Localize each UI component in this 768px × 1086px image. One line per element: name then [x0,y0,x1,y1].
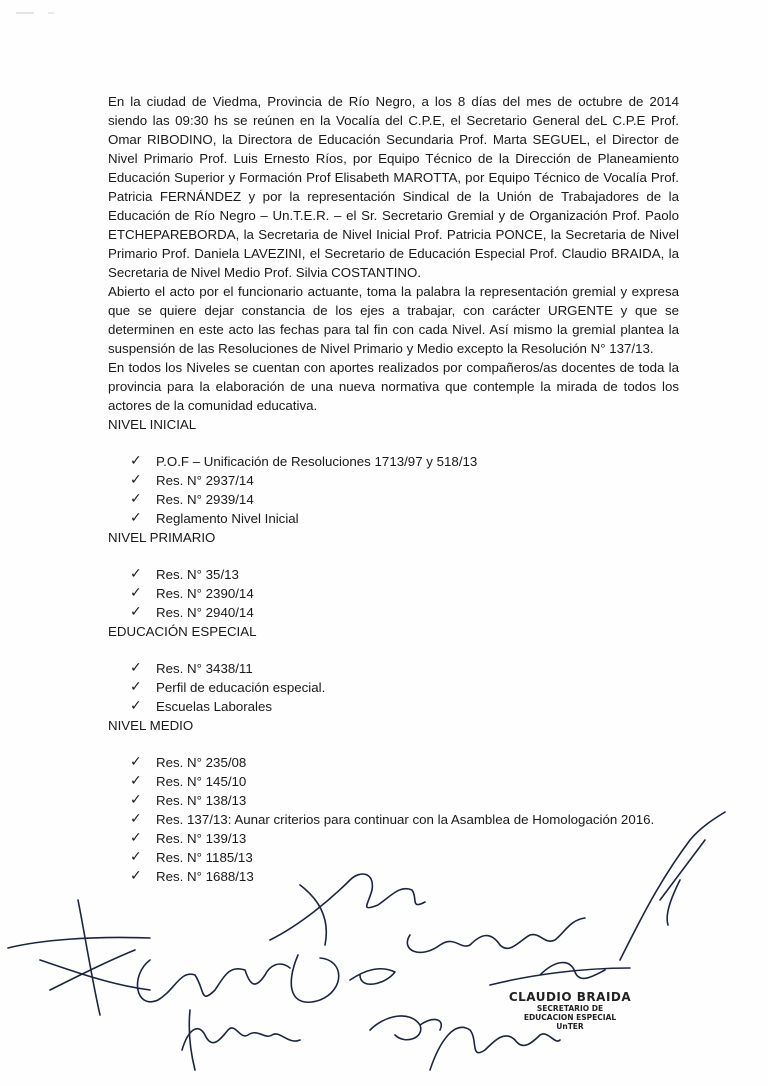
stamp-role-line-2: EDUCACION ESPECIAL [523,1013,617,1022]
checkmark-icon: ✓ [130,604,142,620]
signature-mark [189,1010,195,1070]
list-item-text: Res. N° 138/13 [156,793,247,808]
checkmark-icon: ✓ [130,773,142,789]
signature-mark [138,960,290,1002]
list-item-text: Res. N° 2390/14 [156,586,254,601]
signature-mark [300,885,326,945]
list-item [130,584,679,603]
list-item [130,490,679,509]
checkmark-icon: ✓ [130,585,142,601]
nivel-inicial-list [108,452,679,528]
list-item-text: Escuelas Laborales [156,699,273,714]
list-item-text: Res. N° 3438/11 [156,661,253,676]
checkmark-icon: ✓ [130,660,142,676]
signature-mark [370,1016,441,1040]
list-item-text: Res. N° 1185/13 [156,850,253,865]
list-item [130,452,679,471]
list-item-text: P.O.F – Unificación de Resoluciones 1713/97 y 518/13 [156,454,478,469]
checkmark-icon: ✓ [130,868,142,884]
intro-paragraph: En la ciudad de Viedma, Provincia de Río Negro, a los 8 días del mes de octubre de 2014 siendo las 09:30 hs se reúnen en la Vocalía del C.P.E, el Secretario General deL C.P.E Prof. Omar RIBODINO, la Directora de Educación Secundaria Prof. Marta SEGUEL, el Director de Nivel Primario Prof. Luis Ernesto Ríos, por Equipo Técnico de la Dirección de Planeamiento Educación Superior y Formación Prof Elisabeth MAROTTA, por Equipo Técnico de Vocalía Prof. Patricia FERNÁNDEZ y por la representación Sindical de la Unión de Trabajadores de la Educación de Río Negro – Un.T.E.R. – el Sr. Secretario Gremial y de Organización Prof. Paolo ETCHEPAREBORDA, la Secretaria de Nivel Inicial Prof. Patricia PONCE, la Secretaria de Nivel Primario Prof. Daniela LAVEZINI, el Secretario de Educación Especial Prof. Claudio BRAIDA, la Secretaria de Nivel Medio Prof. Silvia COSTANTINO. [108,94,679,280]
checkmark-icon: ✓ [130,811,142,827]
checkmark-icon: ✓ [130,566,142,582]
list-item [130,848,679,867]
official-stamp [500,990,640,1031]
list-item [130,678,679,697]
nivel-primario-list [108,565,679,622]
signature-mark [430,1027,560,1070]
list-item-text: Res. N° 1688/13 [156,869,254,884]
list-item-text: Reglamento Nivel Inicial [156,511,299,526]
section-title-nivel-medio: NIVEL MEDIO [108,718,194,733]
checkmark-icon: ✓ [130,830,142,846]
stamp-role-line-3: UnTER [556,1022,584,1031]
list-item-text: Res. 137/13: Aunar criterios para continuar con la Asamblea de Homologación 2016. [156,812,655,827]
section-title-nivel-inicial: NIVEL INICIAL [108,417,197,432]
list-item-text: Res. N° 2937/14 [156,473,254,488]
section-title-nivel-primario: NIVEL PRIMARIO [108,530,216,545]
list-item [130,565,679,584]
list-item [130,772,679,791]
list-item-text: Res. N° 139/13 [156,831,247,846]
list-item [130,867,679,886]
checkmark-icon: ✓ [130,849,142,865]
list-item [130,471,679,490]
list-item-text: Perfil de educación especial. [156,680,326,695]
checkmark-icon: ✓ [130,679,142,695]
list-item [130,810,679,829]
list-item [130,509,679,528]
signature-mark [8,900,150,1015]
signature-mark [291,955,395,1002]
signature-mark [407,918,585,952]
signature-mark [490,963,630,985]
contributions-paragraph: En todos los Niveles se cuentan con aportes realizados por compañeros/as docentes de toda la provincia para la elaboración de una nueva normativa que contemple la mirada de todos los actores de la comunidad educativa. [108,360,679,413]
list-item-text: Res. N° 235/08 [156,755,247,770]
scan-corner-mark [14,10,74,16]
list-item [130,753,679,772]
checkmark-icon: ✓ [130,491,142,507]
list-item-text: Res. N° 2940/14 [156,605,254,620]
educacion-especial-list [108,659,679,716]
opening-paragraph: Abierto el acto por el funcionario actuante, toma la palabra la representación gremial y expresa que se quiere dejar constancia de los ejes a trabajar, con carácter URGENTE y que se determinen en este acto las fechas para tal fin con cada Nivel. Así mismo la gremial plantea la suspensión de las Resoluciones de Nivel Primario y Medio excepto la Resolución N° 137/13. [108,284,679,356]
checkmark-icon: ✓ [130,754,142,770]
signature-mark [182,1028,300,1050]
checkmark-icon: ✓ [130,472,142,488]
checkmark-icon: ✓ [130,453,142,469]
document-body [108,92,679,886]
stamp-role-line-1: SECRETARIO DE [536,1004,604,1013]
list-item [130,697,679,716]
list-item [130,791,679,810]
list-item-text: Res. N° 2939/14 [156,492,254,507]
checkmark-icon: ✓ [130,792,142,808]
list-item-text: Res. N° 145/10 [156,774,247,789]
nivel-medio-list [108,753,679,886]
checkmark-icon: ✓ [130,510,142,526]
checkmark-icon: ✓ [130,698,142,714]
list-item [130,829,679,848]
list-item-text: Res. N° 35/13 [156,567,239,582]
list-item [130,659,679,678]
list-item [130,603,679,622]
stamp-name: CLAUDIO BRAIDA [508,990,632,1004]
section-title-educacion-especial: EDUCACIÓN ESPECIAL [108,624,257,639]
